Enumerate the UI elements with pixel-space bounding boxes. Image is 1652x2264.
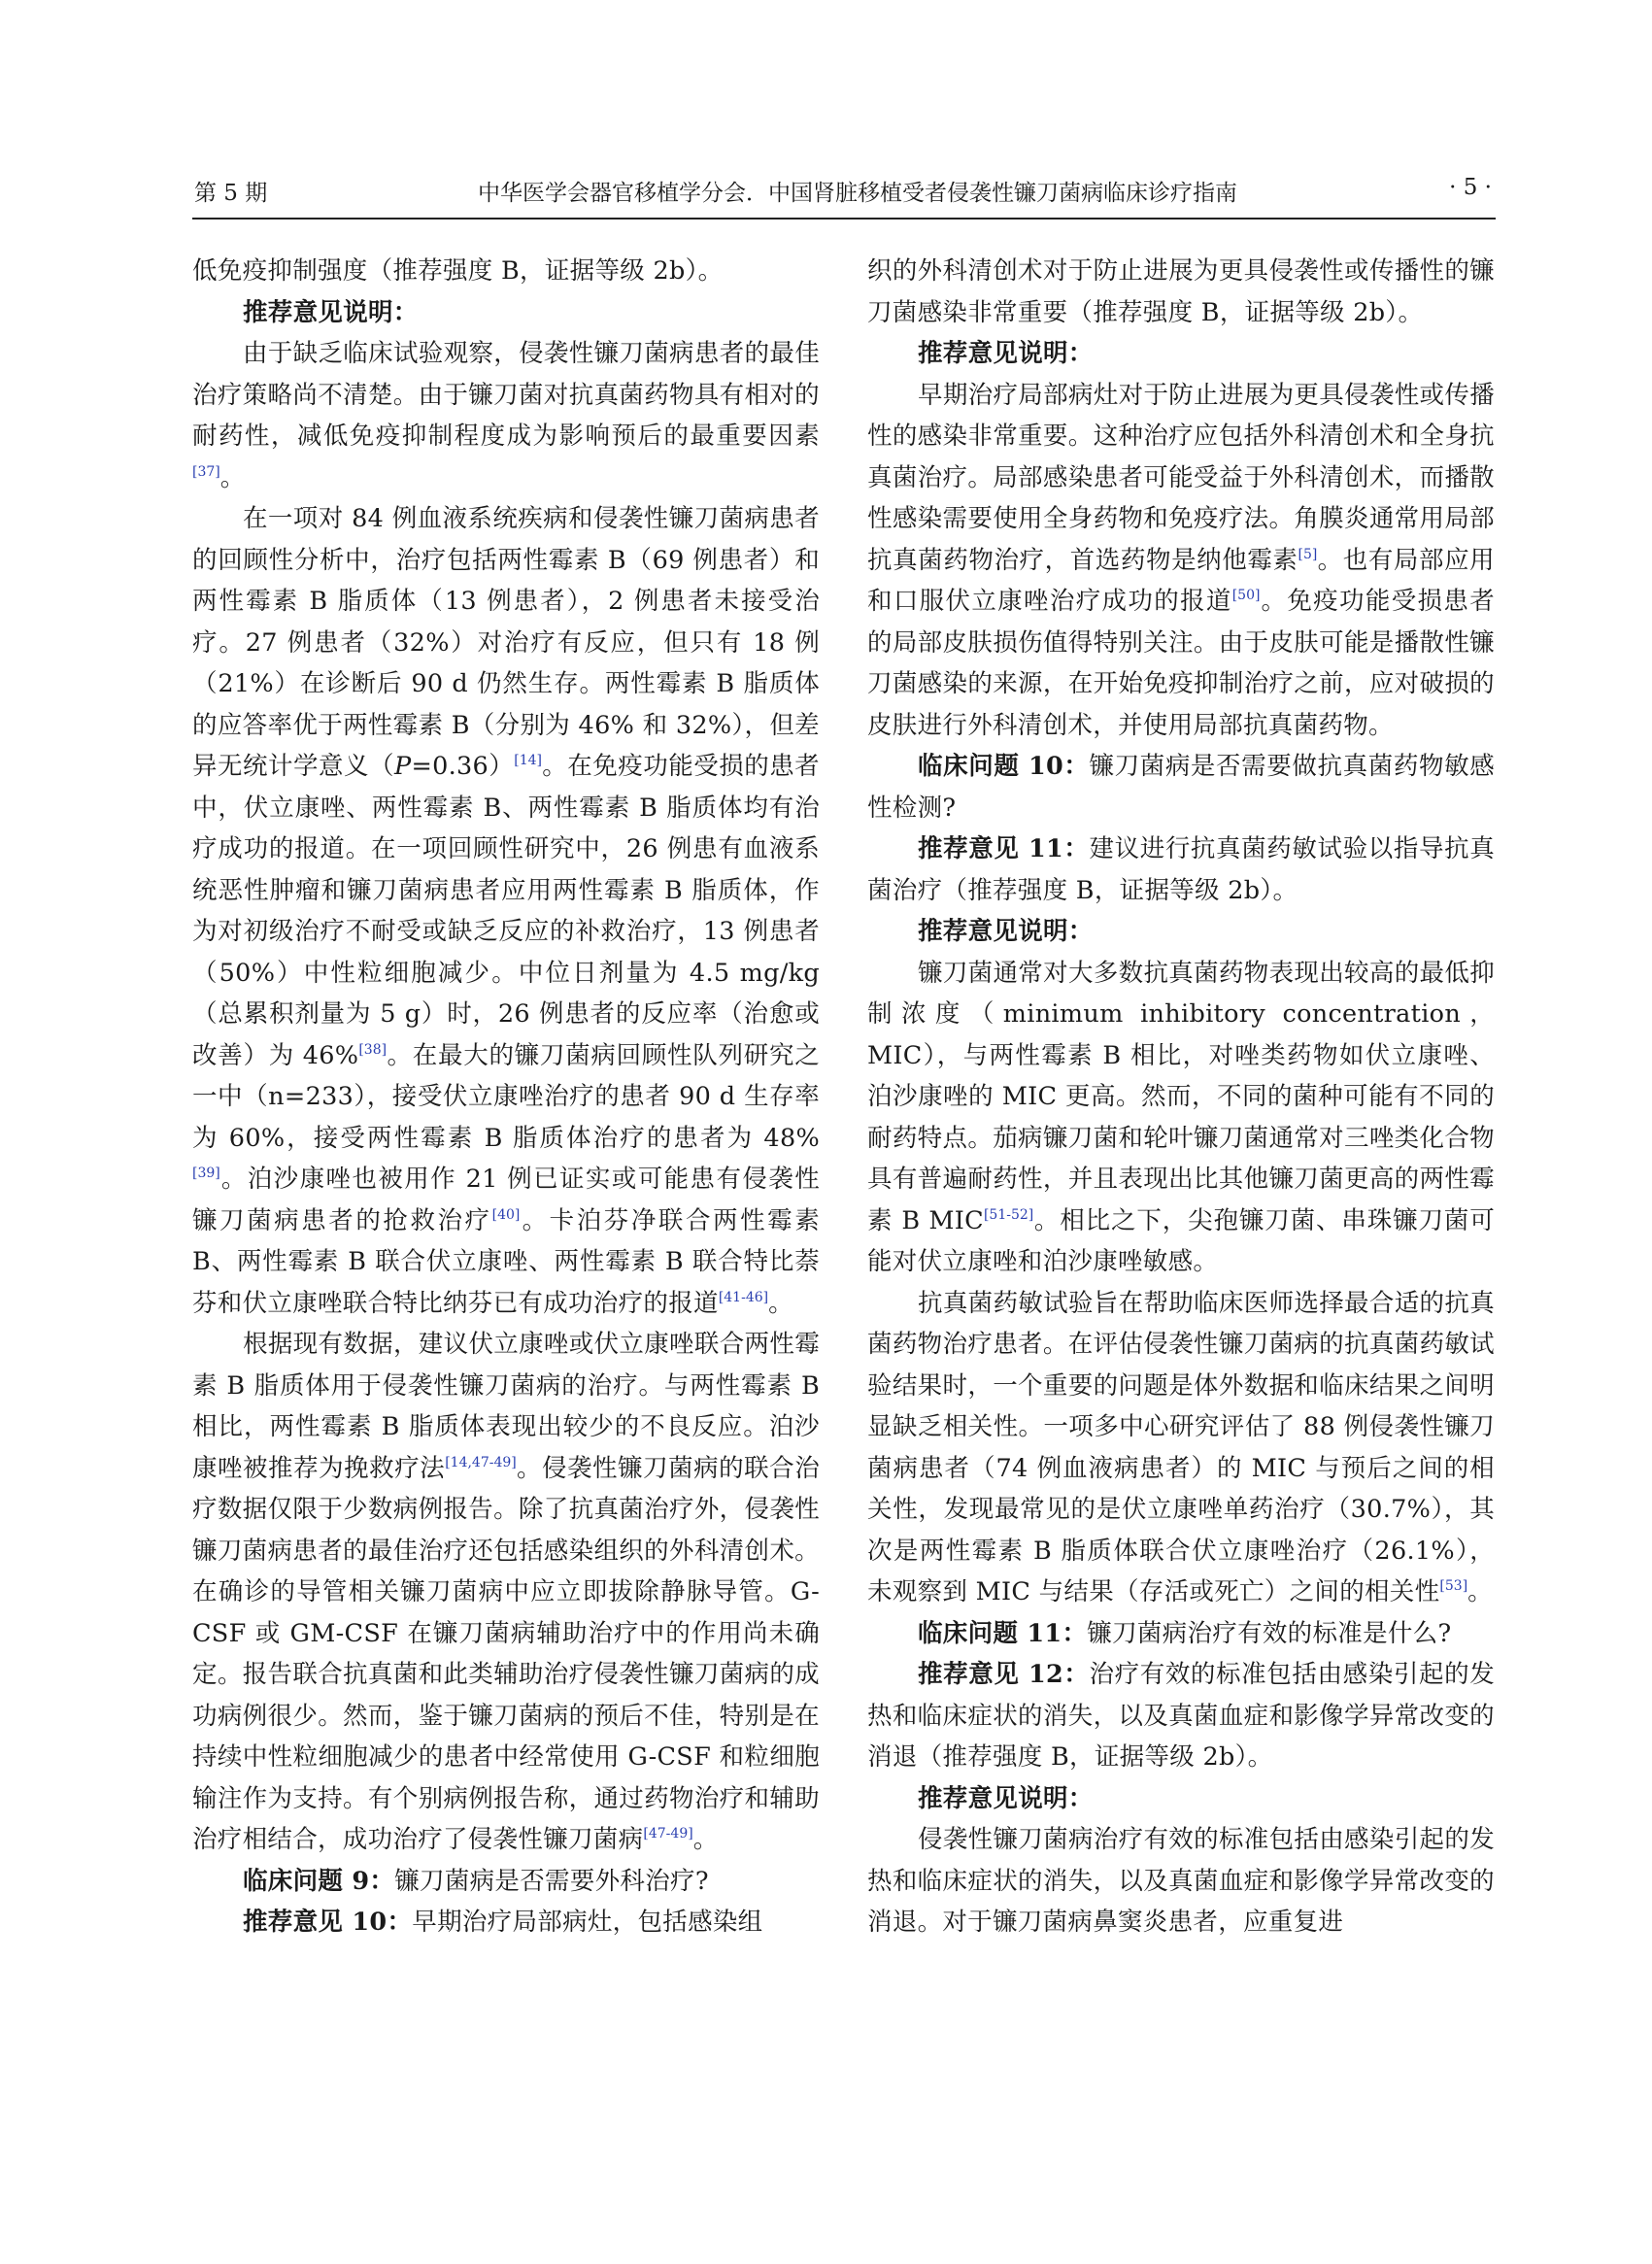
recommendation-11: 推荐意见 11：建议进行抗真菌药敏试验以指导抗真菌治疗（推荐强度 B，证据等级 2b）。 [867, 834, 1495, 905]
paragraph: 镰刀菌通常对大多数抗真菌药物表现出较高的最低抑制浓度（minimum inhibitory concentration，MIC），与两性霉素 B 相比，对唑类药物如伏立康唑、泊沙康唑的 MIC 更高。然而，不同的菌种可能有不同的耐药特点。茄病镰刀菌和轮叶镰刀菌通常对三唑类化合物具有普遍耐药性，并且表现出比其他镰刀菌更高的两性霉素 B MIC[51-52]。相比之下，尖孢镰刀菌、串珠镰刀菌可能对伏立康唑和泊沙康唑敏感。 [867, 958, 1495, 1276]
citation[interactable]: [38] [358, 1041, 388, 1058]
citation[interactable]: [14] [514, 753, 543, 768]
citation[interactable]: [37] [192, 463, 220, 480]
paragraph: 抗真菌药敏试验旨在帮助临床医师选择最合适的抗真菌药物治疗患者。在评估侵袭性镰刀菌病的抗真菌药敏试验结果时，一个重要的问题是体外数据和临床结果之间明显缺乏相关性。一项多中心研究评估了 88 例侵袭性镰刀菌病患者（74 例血液病患者）的 MIC 与预后之间的相关性，发现最常见的是伏立康唑单药治疗（30.7%），其次是两性霉素 B 脂质体联合伏立康唑治疗（26.1%），未观察到 MIC 与结果（存活或死亡）之间的相关性[53]。 [867, 1288, 1495, 1606]
citation[interactable]: [39] [192, 1166, 220, 1181]
citation[interactable]: [51-52] [983, 1206, 1034, 1223]
section-heading: 推荐意见说明： [243, 297, 419, 327]
running-title: 中华医学会器官移植学分会．中国肾脏移植受者侵袭性镰刀菌病临床诊疗指南 [478, 181, 1237, 206]
citation[interactable]: [5] [1298, 546, 1318, 562]
citation[interactable]: [41-46] [718, 1289, 769, 1305]
clinical-question-11: 临床问题 11：镰刀菌病治疗有效的标准是什么? [918, 1618, 1452, 1648]
right-column [867, 251, 1495, 1943]
citation[interactable]: [53] [1439, 1578, 1468, 1594]
clinical-question-9: 临床问题 9：镰刀菌病是否需要外科治疗? [243, 1866, 709, 1896]
page-number: · 5 · [1449, 175, 1492, 200]
paragraph: 早期治疗局部病灶对于防止进展为更具侵袭性或传播性的感染非常重要。这种治疗应包括外科清创术和全身抗真菌治疗。局部感染患者可能受益于外科清创术，而播散性感染需要使用全身药物和免疫疗法。角膜炎通常用局部抗真菌药物治疗，首选药物是纳他霉素[5]。也有局部应用和口服伏立康唑治疗成功的报道[50]。免疫功能受损患者的局部皮肤损伤值得特别关注。由于皮肤可能是播散性镰刀菌感染的来源，在开始免疫抑制治疗之前，应对破损的皮肤进行外科清创术，并使用局部抗真菌药物。 [867, 380, 1495, 740]
citation[interactable]: [50] [1231, 588, 1261, 603]
paragraph: 低免疫抑制强度（推荐强度 B，证据等级 2b）。 [192, 256, 724, 286]
citation[interactable]: [40] [491, 1206, 521, 1223]
paragraph: 根据现有数据，建议伏立康唑或伏立康唑联合两性霉素 B 脂质体用于侵袭性镰刀菌病的治疗。与两性霉素 B 相比，两性霉素 B 脂质体表现出较少的不良反应。泊沙康唑被推荐为挽救疗法[14,47-49]。侵袭性镰刀菌病的联合治疗数据仅限于少数病例报告。除了抗真菌治疗外，侵袭性镰刀菌病患者的最佳治疗还包括感染组织的外科清创术。在确诊的导管相关镰刀菌病中应立即拔除静脉导管。G-CSF 或 GM-CSF 在镰刀菌病辅助治疗中的作用尚未确定。报告联合抗真菌和此类辅助治疗侵袭性镰刀菌病的成功病例很少。然而，鉴于镰刀菌病的预后不佳，特别是在持续中性粒细胞减少的患者中经常使用 G-CSF 和粒细胞输注作为支持。有个别病例报告称，通过药物治疗和辅助治疗相结合，成功治疗了侵袭性镰刀菌病[47-49]。 [192, 1330, 820, 1854]
section-heading: 推荐意见说明： [918, 1783, 1094, 1813]
citation[interactable]: [47-49] [643, 1826, 693, 1842]
paragraph: 织的外科清创术对于防止进展为更具侵袭性或传播性的镰刀菌感染非常重要（推荐强度 B，证据等级 2b）。 [867, 256, 1495, 327]
clinical-question-10: 临床问题 10：镰刀菌病是否需要做抗真菌药物敏感性检测? [867, 752, 1495, 823]
running-header [192, 173, 1496, 220]
section-heading: 推荐意见说明： [918, 339, 1094, 368]
recommendation-12: 推荐意见 12：治疗有效的标准包括由感染引起的发热和临床症状的消失，以及真菌血症和影像学异常改变的消退（推荐强度 B，证据等级 2b）。 [867, 1660, 1495, 1772]
paragraph: 由于缺乏临床试验观察，侵袭性镰刀菌病患者的最佳治疗策略尚不清楚。由于镰刀菌对抗真菌药物具有相对的耐药性，减低免疫抑制程度成为影响预后的最重要因素[37]。 [192, 339, 820, 492]
recommendation-10: 推荐意见 10：早期治疗局部病灶，包括感染组 [243, 1908, 763, 1937]
left-column [192, 251, 820, 1943]
paragraph: 侵袭性镰刀菌病治疗有效的标准包括由感染引起的发热和临床症状的消失，以及真菌血症和影像学异常改变的消退。对于镰刀菌病鼻窦炎患者，应重复进 [867, 1825, 1495, 1937]
paragraph: 在一项对 84 例血液系统疾病和侵袭性镰刀菌病患者的回顾性分析中，治疗包括两性霉素 B（69 例患者）和两性霉素 B 脂质体（13 例患者），2 例患者未接受治疗。27 例患者（32%）对治疗有反应，但只有 18 例（21%）在诊断后 90 d 仍然生存。两性霉素 B 脂质体的应答率优于两性霉素 B（分别为 46% 和 32%），但差异无统计学意义（P=0.36）[14]。在免疫功能受损的患者中，伏立康唑、两性霉素 B、两性霉素 B 脂质体均有治疗成功的报道。在一项回顾性研究中，26 例患有血液系统恶性肿瘤和镰刀菌病患者应用两性霉素 B 脂质体，作为对初级治疗不耐受或缺乏反应的补救治疗，13 例患者（50%）中性粒细胞减少。中位日剂量为 4.5 mg/kg（总累积剂量为 5 g）时，26 例患者的反应率（治愈或改善）为 46%[38]。在最大的镰刀菌病回顾性队列研究之一中（n=233），接受伏立康唑治疗的患者 90 d 生存率为 60%，接受两性霉素 B 脂质体治疗的患者为 48%[39]。泊沙康唑也被用作 21 例已证实或可能患有侵袭性镰刀菌病患者的抢救治疗[40]。卡泊芬净联合两性霉素 B、两性霉素 B 联合伏立康唑、两性霉素 B 联合特比萘芬和伏立康唑联合特比纳芬已有成功治疗的报道[41-46]。 [192, 504, 820, 1318]
issue-number: 第 5 期 [194, 181, 268, 206]
citation[interactable]: [14,47-49] [445, 1454, 517, 1470]
section-heading: 推荐意见说明： [918, 917, 1094, 946]
